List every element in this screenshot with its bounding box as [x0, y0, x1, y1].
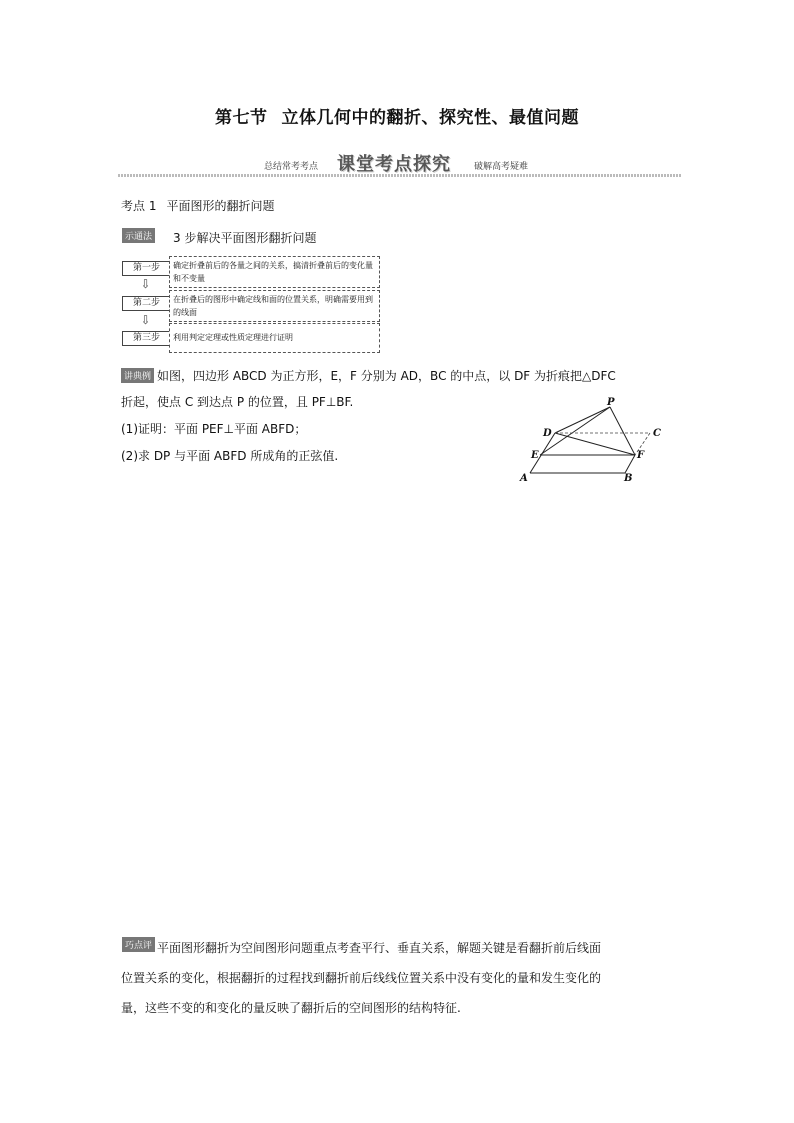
down-arrow-icon: ⇩ — [140, 313, 151, 327]
down-arrow-icon: ⇩ — [140, 277, 151, 291]
kaodian-label: 考点 1 — [121, 199, 157, 213]
method-tag: 示通法 — [122, 228, 155, 243]
section-banner — [118, 150, 682, 180]
banner-main-text: 课堂考点探究 — [337, 154, 451, 175]
example-tag: 讲典例 — [121, 368, 154, 383]
kaodian-text: 平面图形的翻折问题 — [166, 199, 275, 213]
banner-right-text: 破解高考疑难 — [474, 162, 529, 172]
step-2-box — [122, 296, 171, 311]
tip-line-1: 平面图形翻折为空间图形问题重点考查平行、垂直关系，解题关键是看翻折前后线面 — [157, 941, 602, 955]
tip-line-2: 位置关系的变化，根据翻折的过程找到翻折前后线线位置关系中没有变化的量和发生变化的 — [121, 971, 602, 985]
label-C: C — [653, 428, 661, 439]
section-number: 第七节 — [215, 108, 268, 128]
step-3-box — [122, 331, 171, 346]
method-title: 3 步解决平面图形翻折问题 — [173, 231, 317, 245]
banner-left-text: 总结常考考点 — [264, 162, 319, 172]
tip-tag: 巧点评 — [122, 937, 155, 952]
label-B: B — [624, 473, 633, 484]
edge-DP — [555, 407, 610, 433]
example-line-1: 如图，四边形 ABCD 为正方形，E，F 分别为 AD，BC 的中点，以 DF 为折痕把△DFC — [157, 369, 616, 383]
step-1-desc: 确定折叠前后的各量之间的关系，搞清折叠前后的变化量和不变量 — [169, 256, 380, 288]
geometry-figure — [510, 395, 670, 485]
label-P: P — [607, 397, 615, 408]
tip-line-3: 量，这些不变的和变化的量反映了翻折后的空间图形的结构特征. — [121, 1001, 461, 1015]
question-1: (1)证明：平面 PEF⊥平面 ABFD； — [121, 422, 307, 436]
label-E: E — [531, 450, 539, 461]
step-2-desc: 在折叠后的图形中确定线和面的位置关系，明确需要用到的线面 — [169, 290, 380, 322]
label-F: F — [637, 450, 645, 461]
edge-PF — [610, 407, 635, 455]
step-3-label: 第三步 — [122, 331, 171, 346]
label-D: D — [543, 428, 552, 439]
label-A: A — [520, 473, 528, 484]
edge-BF — [625, 455, 635, 473]
step-1-label: 第一步 — [122, 261, 171, 276]
step-3-desc: 利用判定定理或性质定理进行证明 — [169, 323, 380, 353]
step-2-label: 第二步 — [122, 296, 171, 311]
section-title: 立体几何中的翻折、探究性、最值问题 — [281, 108, 579, 128]
kaodian-heading — [121, 197, 274, 214]
step-1-box — [122, 261, 171, 276]
question-2: (2)求 DP 与平面 ABFD 所成角的正弦值. — [121, 449, 339, 463]
example-line-2: 折起，使点 C 到达点 P 的位置，且 PF⊥BF. — [121, 395, 354, 409]
page-title — [0, 103, 794, 128]
